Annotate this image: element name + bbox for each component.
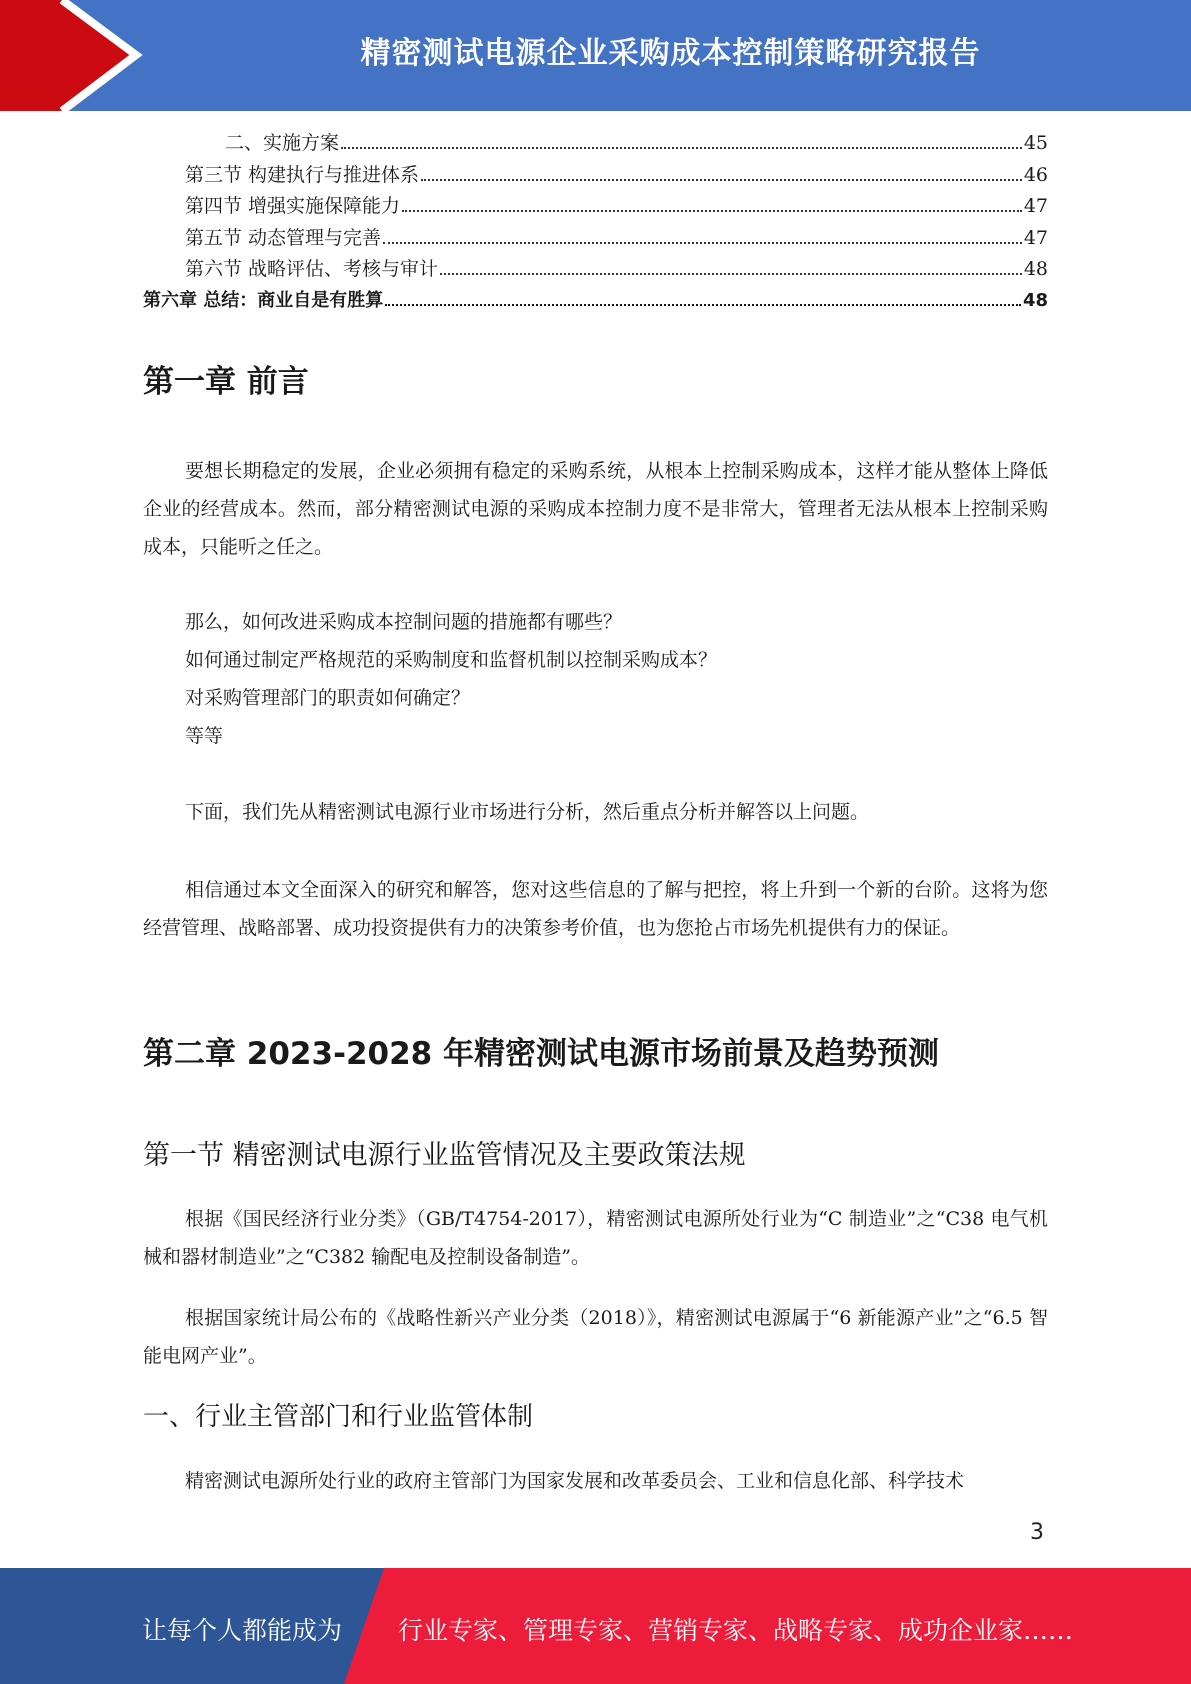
- toc-entry-page: 48: [1023, 258, 1048, 280]
- toc-entry-title: 第四节 增强实施保障能力: [185, 195, 401, 217]
- section-1-paragraph-2: 根据国家统计局公布的《战略性新兴产业分类（2018）》，精密测试电源属于“6 新能源产业”之“6.5 智能电网产业”。: [143, 1307, 1048, 1367]
- question-item: 等等: [185, 725, 224, 747]
- toc-entry-page: 47: [1023, 226, 1048, 249]
- header-chevron-decoration: [0, 0, 160, 111]
- chapter-1-paragraph-1: 要想长期稳定的发展，企业必须拥有稳定的采购系统，从根本上控制采购成本，这样才能从整体上降低企业的经营成本。然而，部分精密测试电源的采购成本控制力度不是非常大，管理者无法从根本上控制采购成本，只能听之任之。: [143, 460, 1048, 558]
- chapter-1-paragraph-3: 相信通过本文全面深入的研究和解答，您对这些信息的了解与把控，将上升到一个新的台阶。这将为您经营管理、战略部署、成功投资提供有力的决策参考价值，也为您抢占市场先机提供有力的保证。: [143, 879, 1048, 939]
- subsection-1-heading: 一、行业主管部门和行业监管体制: [143, 1402, 534, 1432]
- toc-entry-page: 45: [1023, 132, 1048, 154]
- toc-entry-page: 46: [1023, 163, 1048, 186]
- subsection-1-paragraph: 精密测试电源所处行业的政府主管部门为国家发展和改革委员会、工业和信息化部、科学技术: [185, 1470, 965, 1492]
- toc-entry[interactable]: [143, 128, 1048, 160]
- section-1-heading: 第一节 精密测试电源行业监管情况及主要政策法规: [143, 1140, 746, 1171]
- toc-entry[interactable]: [143, 160, 1048, 192]
- chapter-1-heading: 第一章 前言: [143, 364, 309, 400]
- toc-entry-title: 第六节 战略评估、考核与审计: [185, 258, 439, 280]
- footer-slogan: 让每个人都能成为: [142, 1616, 343, 1645]
- question-list: [185, 603, 717, 755]
- question-item: 那么，如何改进采购成本控制问题的措施都有哪些？: [185, 611, 623, 633]
- question-item: 如何通过制定严格规范的采购制度和监督机制以控制采购成本？: [185, 649, 718, 671]
- table-of-contents: [143, 128, 1048, 317]
- toc-entry-page: 48: [1022, 289, 1048, 311]
- toc-entry-page: 47: [1023, 195, 1048, 217]
- chapter-2-heading: 第二章 2023-2028 年精密测试电源市场前景及趋势预测: [143, 1036, 940, 1072]
- toc-entry-title: 二、实施方案: [225, 132, 340, 154]
- section-1-paragraph-1: 根据《国民经济行业分类》（GB/T4754-2017），精密测试电源所处行业为“C 制造业”之“C38 电气机械和器材制造业”之“C382 输配电及控制设备制造”。: [143, 1208, 1048, 1268]
- page-header: [0, 0, 1191, 111]
- toc-entry[interactable]: [143, 191, 1048, 223]
- toc-entry-title: 第五节 动态管理与完善: [185, 226, 382, 249]
- toc-entry[interactable]: [143, 223, 1048, 255]
- toc-entry-title: 第六章 总结：商业自是有胜算: [143, 289, 384, 311]
- page-number: 3: [1030, 1520, 1044, 1545]
- toc-entry[interactable]: [143, 286, 1048, 318]
- chapter-1-paragraph-2: 下面，我们先从精密测试电源行业市场进行分析，然后重点分析并解答以上问题。: [185, 801, 870, 823]
- toc-entry-title: 第三节 构建执行与推进体系: [185, 163, 420, 186]
- report-title: 精密测试电源企业采购成本控制策略研究报告: [360, 36, 981, 71]
- question-item: 对采购管理部门的职责如何确定？: [185, 687, 471, 709]
- footer-roles: 行业专家、管理专家、营销专家、战略专家、成功企业家……: [398, 1616, 1074, 1645]
- page-footer: [0, 1568, 1191, 1684]
- toc-entry[interactable]: [143, 254, 1048, 286]
